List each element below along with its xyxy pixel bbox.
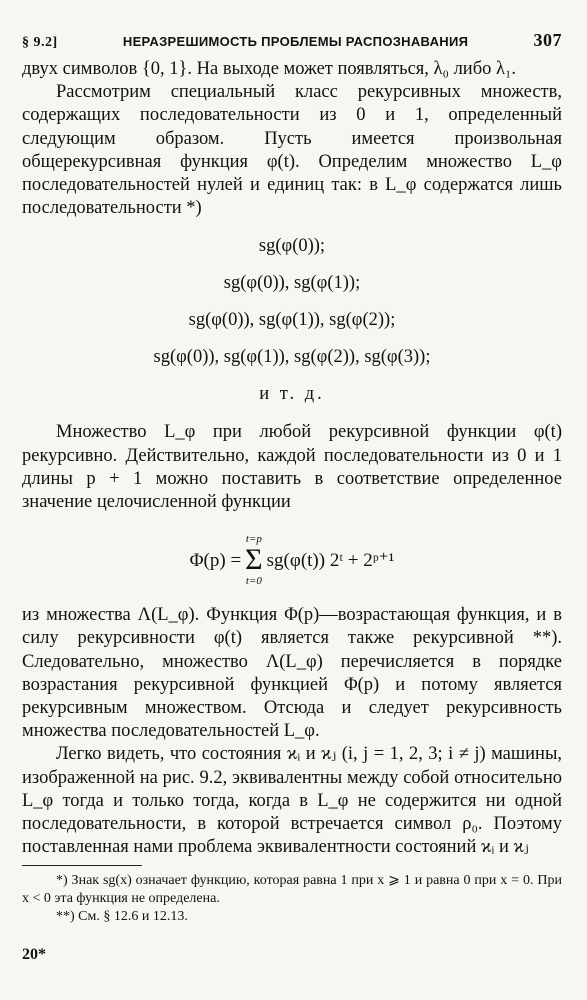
sigma-symbol: Σ (245, 543, 263, 577)
footnote-rule (22, 865, 142, 866)
main-text (22, 58, 562, 859)
section-label: § 9.2] (22, 35, 58, 50)
chapter-title: НЕРАЗРЕШИМОСТЬ ПРОБЛЕМЫ РАСПОЗНАВАНИЯ (122, 34, 469, 49)
sequence-line: sg(φ(0)); (258, 236, 326, 257)
formula-phi (22, 520, 562, 600)
footnotes (22, 865, 562, 926)
paragraph-enumeration: из множества Λ(L_φ). Функция Φ(p)—возрастающая функция, и в силу рекурсивности φ(t) является также рекурсивной **). Следовательно, множество Λ(L_φ) перечисляется в порядке возрастания рекурсивной функцией Φ(p) и потому является рекурсивным множеством. Отсюда и следует рекурсивность множества последовательностей L_φ. (22, 605, 562, 742)
paragraph-recursive: Множество L_φ при любой рекурсивной функции φ(t) рекурсивно. Действительно, каждой последовательности из 0 и 1 длины p + 1 можно поставить в соответствие определенное значение целочисленной функции (22, 422, 562, 513)
etc-label: и т. д. (259, 384, 325, 405)
formula-rhs: sg(φ(t)) 2ᵗ + 2ᵖ⁺¹ (266, 549, 395, 571)
formula-lhs: Φ(p) = (189, 549, 242, 571)
paragraph-equivalence: Легко видеть, что состояния ϰᵢ и ϰⱼ (i, j = 1, 2, 3; i ≠ j) машины, изображенной на рис. 9.2, эквивалентны между собой относительно L_φ тогда и только тогда, когда в L_φ не содержится ни одной последовательности, в которой встречается символ ρ₀. Поэтому поставленная нами проблема эквивалентности состояний ϰᵢ и ϰⱼ (22, 744, 562, 858)
paragraph-continuation: двух символов {0, 1}. На выходе может появляться, λ₀ либо λ₁. (22, 59, 517, 79)
footnote-2: **) См. § 12.6 и 12.13. (56, 909, 188, 925)
sum-operator (245, 533, 262, 587)
page-number: 307 (533, 30, 562, 50)
footnote-1: *) Знак sg(x) означает функцию, которая равна 1 при x ⩾ 1 и равна 0 при x = 0. При x < 0 эта функция не определена. (22, 873, 562, 907)
sequence-line: sg(φ(0)), sg(φ(1)), sg(φ(2)); (188, 310, 396, 331)
running-header (22, 30, 562, 58)
paragraph-definition: Рассмотрим специальный класс рекурсивных множеств, содержащих последовательности из 0 и 1, определенный следующим образом. Пусть имеется произвольная общерекурсивная функция φ(t). Определим множество L_φ последовательностей нулей и единиц так: в L_φ содержатся лишь последовательности *) (22, 82, 562, 219)
sum-upper-limit: t=p (245, 533, 262, 546)
signature-mark: 20* (22, 946, 46, 964)
sequence-list (22, 228, 562, 413)
sum-lower-limit: t=0 (245, 575, 262, 588)
book-page (22, 30, 562, 964)
sequence-line: sg(φ(0)), sg(φ(1)), sg(φ(2)), sg(φ(3)); (153, 347, 431, 368)
sequence-line: sg(φ(0)), sg(φ(1)); (223, 273, 361, 294)
